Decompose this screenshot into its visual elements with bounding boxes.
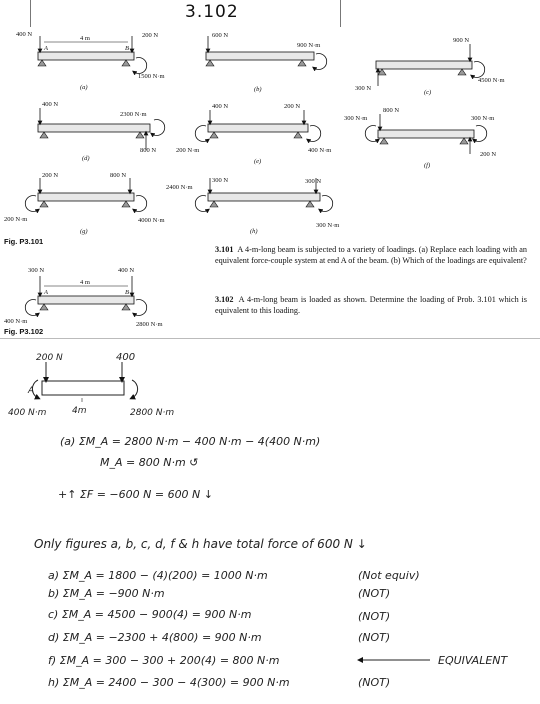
force-equation: +↑ ΣF = −600 N = 600 N ↓ (58, 488, 213, 501)
problem-number-title: 3.102 (185, 2, 239, 22)
label: 900 N·m (297, 42, 321, 49)
label: 200 N (480, 151, 497, 158)
check-note: (NOT) (358, 676, 391, 689)
label: 300 N (355, 85, 372, 92)
check-note-equivalent: EQUIVALENT (438, 654, 508, 667)
sketch-label: 400 (116, 352, 136, 363)
caption: (h) (250, 228, 258, 235)
check-note: (NOT) (358, 587, 391, 600)
label: 4500 N·m (478, 77, 505, 84)
caption: (f) (424, 162, 431, 169)
sketch-label: A (28, 386, 35, 396)
check-note: (NOT) (358, 631, 391, 644)
label: 300 N (305, 178, 322, 185)
caption: (d) (82, 155, 90, 162)
sketch-label: 200 N (36, 353, 63, 363)
label: 400 N (42, 101, 59, 108)
equivalence-checks (48, 569, 509, 689)
check-line: b) ΣM_A = −900 N·m (48, 587, 165, 600)
caption: (b) (254, 86, 262, 93)
problem-number: 3.102 (215, 295, 234, 304)
label: 400 N·m (308, 147, 332, 154)
label: 300 N·m (344, 115, 368, 122)
check-note: (Not equiv) (358, 569, 420, 582)
label: B (125, 45, 129, 52)
label: 600 N (212, 32, 229, 39)
label: 300 N·m (471, 115, 495, 122)
label: 4 m (80, 35, 90, 42)
problem-number: 3.101 (215, 245, 234, 254)
label: 300 N (28, 267, 45, 274)
sketch-label: 400 N·m (8, 408, 47, 418)
label: 2400 N·m (166, 184, 193, 191)
sketch-label: 4m (72, 406, 87, 416)
label: 200 N (42, 172, 59, 179)
check-line: f) ΣM_A = 300 − 300 + 200(4) = 800 N·m (48, 654, 280, 667)
problem-text: A 4-m-long beam is subjected to a variety of loadings. (a) Replace each loading with an equivalent force-couple system at end A of the beam. (b) Which of the loadings are equivalent? (215, 245, 527, 265)
label: 4 m (80, 279, 90, 286)
sketch-label: 2800 N·m (130, 408, 175, 418)
label: 200 N·m (4, 216, 28, 223)
label: 800 N (383, 107, 400, 114)
label: A (44, 289, 48, 296)
moment-equation: (a) ΣM_A = 2800 N·m − 400 N·m − 4(400 N·m) (60, 435, 321, 448)
label: 2300 N·m (120, 111, 147, 118)
label: 2800 N·m (136, 321, 163, 328)
moment-result: M_A = 800 N·m ↺ (100, 456, 199, 469)
label: 4000 N·m (138, 217, 165, 224)
label: B (125, 289, 129, 296)
label: 400 N (118, 267, 135, 274)
label: 1500 N·m (138, 73, 165, 80)
caption: (a) (80, 84, 88, 91)
label: 200 N (284, 103, 301, 110)
label: 400 N (16, 31, 33, 38)
check-line: a) ΣM_A = 1800 − (4)(200) = 1000 N·m (48, 569, 268, 582)
caption: (g) (80, 228, 88, 235)
label: 200 N·m (176, 147, 200, 154)
figure-caption-p3-101: Fig. P3.101 (4, 237, 44, 246)
label: 400 N (212, 103, 229, 110)
label: 800 N (140, 147, 157, 154)
label: 200 N (142, 32, 159, 39)
sketch-beam (42, 381, 124, 395)
check-line: c) ΣM_A = 4500 − 900(4) = 900 N·m (48, 608, 252, 621)
label: A (44, 45, 48, 52)
problem-text: A 4-m-long beam is loaded as shown. Determine the loading of Prob. 3.101 which is equivalent to this loading. (215, 295, 527, 315)
caption: (e) (254, 158, 262, 165)
label: 300 N·m (316, 222, 340, 229)
check-line: h) ΣM_A = 2400 − 300 − 4(300) = 900 N·m (48, 676, 290, 689)
caption: (c) (424, 89, 432, 96)
label: 900 N (453, 37, 470, 44)
check-note: (NOT) (358, 610, 391, 623)
check-line: d) ΣM_A = −2300 + 4(800) = 900 N·m (48, 631, 262, 644)
label: 800 N (110, 172, 127, 179)
label: 300 N (212, 177, 229, 184)
label: 400 N·m (4, 318, 28, 325)
figure-caption-p3-102: Fig. P3.102 (4, 327, 44, 336)
force-summary: Only figures a, b, c, d, f & h have total force of 600 N ↓ (34, 537, 367, 551)
